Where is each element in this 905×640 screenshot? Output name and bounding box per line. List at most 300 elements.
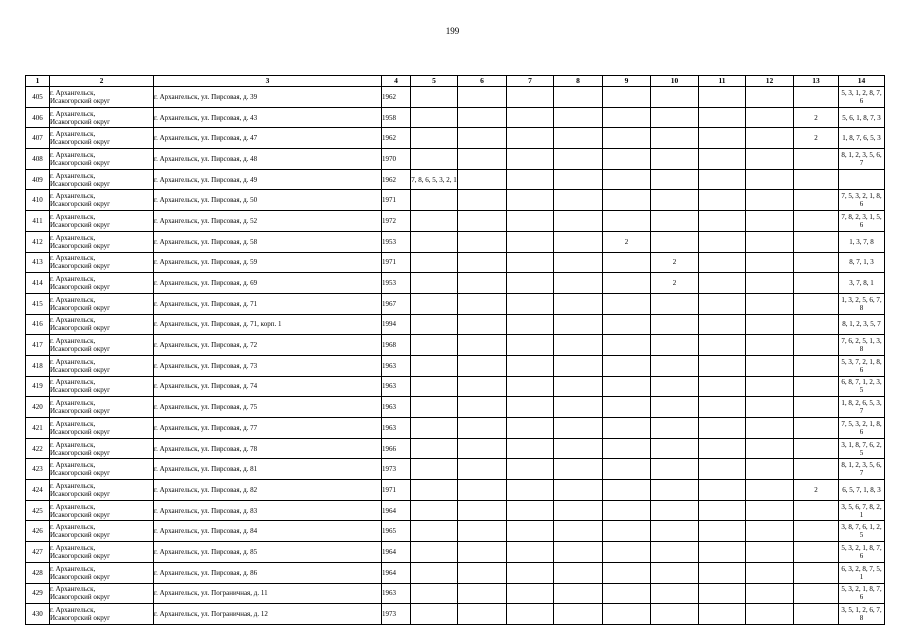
value-cell-c10 xyxy=(651,190,699,211)
order-cell: 7, 5, 3, 2, 1, 8, 6 xyxy=(839,190,885,211)
address-cell: г. Архангельск, ул. Пирсовая, д. 52 xyxy=(154,211,382,232)
value-cell-c5 xyxy=(411,128,458,149)
value-cell-c5 xyxy=(411,149,458,170)
row-number: 429 xyxy=(26,583,50,604)
district-cell xyxy=(50,397,154,418)
district-city: г. Архангельск, xyxy=(50,461,96,470)
district-okrug: Исакогорский округ xyxy=(50,220,111,229)
register-table xyxy=(25,75,885,625)
value-cell-c9 xyxy=(603,128,651,149)
column-header-11: 11 xyxy=(699,76,746,87)
value-cell-c6 xyxy=(458,169,507,190)
table-row xyxy=(26,169,885,190)
value-cell-c6 xyxy=(458,418,507,439)
value-cell-c9 xyxy=(603,190,651,211)
value-cell-c13 xyxy=(794,252,839,273)
district-okrug: Исакогорский округ xyxy=(50,593,111,602)
value-cell-c12 xyxy=(746,231,794,252)
value-cell-c7 xyxy=(507,355,554,376)
district-cell xyxy=(50,252,154,273)
year-cell: 1970 xyxy=(382,149,411,170)
order-cell: 1, 8, 2, 6, 5, 3, 7 xyxy=(839,397,885,418)
column-header-9: 9 xyxy=(603,76,651,87)
table-row xyxy=(26,480,885,501)
value-cell-c8 xyxy=(554,583,603,604)
value-cell-c10 xyxy=(651,211,699,232)
district-city: г. Архангельск, xyxy=(50,130,96,139)
value-cell-c6 xyxy=(458,293,507,314)
district-cell xyxy=(50,335,154,356)
value-cell-c13 xyxy=(794,521,839,542)
order-cell: 3, 1, 8, 7, 6, 2, 5 xyxy=(839,438,885,459)
value-cell-c6 xyxy=(458,521,507,542)
value-cell-c8 xyxy=(554,190,603,211)
column-header-14: 14 xyxy=(839,76,885,87)
value-cell-c9 xyxy=(603,273,651,294)
district-city: г. Архангельск, xyxy=(50,316,96,325)
value-cell-c5 xyxy=(411,583,458,604)
year-cell: 1973 xyxy=(382,459,411,480)
row-number: 411 xyxy=(26,211,50,232)
order-cell: 7, 6, 2, 5, 1, 3, 8 xyxy=(839,335,885,356)
value-cell-c9 xyxy=(603,438,651,459)
value-cell-c7 xyxy=(507,376,554,397)
district-cell xyxy=(50,87,154,108)
district-city: г. Архангельск, xyxy=(50,275,96,284)
district-cell xyxy=(50,190,154,211)
value-cell-c11 xyxy=(699,211,746,232)
value-cell-c8 xyxy=(554,438,603,459)
order-cell: 6, 8, 7, 1, 2, 3, 5 xyxy=(839,376,885,397)
address-cell: г. Архангельск, ул. Пирсовая, д. 71 xyxy=(154,293,382,314)
value-cell-c7 xyxy=(507,211,554,232)
row-number: 407 xyxy=(26,128,50,149)
year-cell: 1953 xyxy=(382,273,411,294)
district-city: г. Архангельск, xyxy=(50,419,96,428)
column-header-12: 12 xyxy=(746,76,794,87)
value-cell-c11 xyxy=(699,438,746,459)
row-number: 428 xyxy=(26,562,50,583)
value-cell-c6 xyxy=(458,500,507,521)
value-cell-c6 xyxy=(458,231,507,252)
row-number: 425 xyxy=(26,500,50,521)
district-city: г. Архангельск, xyxy=(50,481,96,490)
value-cell-c6 xyxy=(458,480,507,501)
value-cell-c8 xyxy=(554,231,603,252)
value-cell-c13 xyxy=(794,397,839,418)
row-number: 423 xyxy=(26,459,50,480)
district-cell xyxy=(50,438,154,459)
value-cell-c12 xyxy=(746,107,794,128)
table-row xyxy=(26,128,885,149)
table-row xyxy=(26,335,885,356)
address-cell: г. Архангельск, ул. Пирсовая, д. 47 xyxy=(154,128,382,149)
value-cell-c8 xyxy=(554,211,603,232)
order-cell: 1, 3, 7, 8 xyxy=(839,231,885,252)
value-cell-c13 xyxy=(794,459,839,480)
address-cell: г. Архангельск, ул. Пирсовая, д. 81 xyxy=(154,459,382,480)
row-number: 408 xyxy=(26,149,50,170)
value-cell-c8 xyxy=(554,314,603,335)
value-cell-c9 xyxy=(603,355,651,376)
value-cell-c5 xyxy=(411,604,458,625)
address-cell: г. Архангельск, ул. Пирсовая, д. 85 xyxy=(154,542,382,563)
value-cell-c10 xyxy=(651,397,699,418)
value-cell-c13: 2 xyxy=(794,107,839,128)
value-cell-c13 xyxy=(794,231,839,252)
district-cell xyxy=(50,418,154,439)
value-cell-c11 xyxy=(699,459,746,480)
value-cell-c11 xyxy=(699,604,746,625)
value-cell-c9 xyxy=(603,500,651,521)
value-cell-c11 xyxy=(699,562,746,583)
value-cell-c7 xyxy=(507,500,554,521)
district-city: г. Архангельск, xyxy=(50,564,96,573)
value-cell-c12 xyxy=(746,521,794,542)
row-number: 417 xyxy=(26,335,50,356)
row-number: 412 xyxy=(26,231,50,252)
column-header-4: 4 xyxy=(382,76,411,87)
value-cell-c11 xyxy=(699,521,746,542)
table-row xyxy=(26,604,885,625)
address-cell: г. Архангельск, ул. Пирсовая, д. 78 xyxy=(154,438,382,459)
value-cell-c11 xyxy=(699,252,746,273)
value-cell-c10 xyxy=(651,231,699,252)
district-city: г. Архангельск, xyxy=(50,337,96,346)
year-cell: 1971 xyxy=(382,252,411,273)
column-header-3: 3 xyxy=(154,76,382,87)
district-okrug: Исакогорский округ xyxy=(50,386,111,395)
value-cell-c5 xyxy=(411,397,458,418)
value-cell-c11 xyxy=(699,293,746,314)
address-cell: г. Архангельск, ул. Пирсовая, д. 73 xyxy=(154,355,382,376)
year-cell: 1964 xyxy=(382,562,411,583)
value-cell-c7 xyxy=(507,418,554,439)
value-cell-c7 xyxy=(507,397,554,418)
value-cell-c5 xyxy=(411,314,458,335)
value-cell-c5 xyxy=(411,252,458,273)
value-cell-c9 xyxy=(603,314,651,335)
district-city: г. Архангельск, xyxy=(50,295,96,304)
value-cell-c7 xyxy=(507,231,554,252)
address-cell: г. Архангельск, ул. Пирсовая, д. 82 xyxy=(154,480,382,501)
value-cell-c8 xyxy=(554,169,603,190)
column-header-8: 8 xyxy=(554,76,603,87)
value-cell-c9 xyxy=(603,480,651,501)
value-cell-c6 xyxy=(458,542,507,563)
table-row xyxy=(26,190,885,211)
value-cell-c9 xyxy=(603,562,651,583)
district-city: г. Архангельск, xyxy=(50,378,96,387)
value-cell-c8 xyxy=(554,459,603,480)
address-cell: г. Архангельск, ул. Пирсовая, д. 77 xyxy=(154,418,382,439)
district-city: г. Архангельск, xyxy=(50,171,96,180)
value-cell-c10 xyxy=(651,583,699,604)
value-cell-c5 xyxy=(411,335,458,356)
address-cell: г. Архангельск, ул. Пирсовая, д. 48 xyxy=(154,149,382,170)
value-cell-c12 xyxy=(746,376,794,397)
value-cell-c7 xyxy=(507,190,554,211)
address-cell: г. Архангельск, ул. Пирсовая, д. 39 xyxy=(154,87,382,108)
value-cell-c11 xyxy=(699,273,746,294)
year-cell: 1966 xyxy=(382,438,411,459)
address-cell: г. Архангельск, ул. Пограничная, д. 11 xyxy=(154,583,382,604)
district-okrug: Исакогорский округ xyxy=(50,283,111,292)
order-cell: 1, 8, 7, 6, 5, 3 xyxy=(839,128,885,149)
district-city: г. Архангельск, xyxy=(50,543,96,552)
value-cell-c11 xyxy=(699,376,746,397)
district-cell xyxy=(50,314,154,335)
value-cell-c5 xyxy=(411,293,458,314)
table-row xyxy=(26,211,885,232)
value-cell-c6 xyxy=(458,149,507,170)
value-cell-c12 xyxy=(746,190,794,211)
value-cell-c11 xyxy=(699,149,746,170)
value-cell-c7 xyxy=(507,87,554,108)
district-okrug: Исакогорский округ xyxy=(50,510,111,519)
year-cell: 1967 xyxy=(382,293,411,314)
district-city: г. Архангельск, xyxy=(50,502,96,511)
value-cell-c11 xyxy=(699,314,746,335)
order-cell: 6, 5, 7, 1, 8, 3 xyxy=(839,480,885,501)
value-cell-c11 xyxy=(699,583,746,604)
value-cell-c12 xyxy=(746,149,794,170)
table-row xyxy=(26,562,885,583)
value-cell-c11 xyxy=(699,480,746,501)
value-cell-c12 xyxy=(746,438,794,459)
value-cell-c6 xyxy=(458,355,507,376)
district-city: г. Архангельск, xyxy=(50,254,96,263)
order-cell: 5, 3, 2, 1, 8, 7, 6 xyxy=(839,542,885,563)
district-okrug: Исакогорский округ xyxy=(50,365,111,374)
address-cell: г. Архангельск, ул. Пирсовая, д. 69 xyxy=(154,273,382,294)
order-cell: 8, 1, 2, 3, 5, 7 xyxy=(839,314,885,335)
district-cell xyxy=(50,107,154,128)
district-cell xyxy=(50,376,154,397)
value-cell-c12 xyxy=(746,604,794,625)
district-okrug: Исакогорский округ xyxy=(50,96,111,105)
row-number: 405 xyxy=(26,87,50,108)
district-okrug: Исакогорский округ xyxy=(50,448,111,457)
year-cell: 1971 xyxy=(382,190,411,211)
table-row xyxy=(26,252,885,273)
value-cell-c11 xyxy=(699,397,746,418)
district-cell xyxy=(50,169,154,190)
value-cell-c5 xyxy=(411,480,458,501)
district-city: г. Архангельск, xyxy=(50,192,96,201)
value-cell-c11 xyxy=(699,169,746,190)
value-cell-c13 xyxy=(794,583,839,604)
value-cell-c12 xyxy=(746,583,794,604)
value-cell-c10 xyxy=(651,355,699,376)
district-okrug: Исакогорский округ xyxy=(50,241,111,250)
value-cell-c13 xyxy=(794,335,839,356)
value-cell-c5 xyxy=(411,438,458,459)
value-cell-c10: 2 xyxy=(651,273,699,294)
value-cell-c6 xyxy=(458,107,507,128)
year-cell: 1958 xyxy=(382,107,411,128)
district-okrug: Исакогорский округ xyxy=(50,407,111,416)
table-row xyxy=(26,293,885,314)
value-cell-c5 xyxy=(411,107,458,128)
district-okrug: Исакогорский округ xyxy=(50,469,111,478)
value-cell-c10 xyxy=(651,376,699,397)
value-cell-c10 xyxy=(651,87,699,108)
value-cell-c9 xyxy=(603,521,651,542)
row-number: 420 xyxy=(26,397,50,418)
address-cell: г. Архангельск, ул. Пирсовая, д. 74 xyxy=(154,376,382,397)
value-cell-c7 xyxy=(507,149,554,170)
value-cell-c11 xyxy=(699,542,746,563)
row-number: 416 xyxy=(26,314,50,335)
value-cell-c5 xyxy=(411,190,458,211)
order-cell: 7, 5, 3, 2, 1, 8, 6 xyxy=(839,418,885,439)
value-cell-c11 xyxy=(699,231,746,252)
value-cell-c10 xyxy=(651,438,699,459)
table-row xyxy=(26,273,885,294)
value-cell-c13 xyxy=(794,293,839,314)
district-city: г. Архангельск, xyxy=(50,357,96,366)
value-cell-c5 xyxy=(411,459,458,480)
value-cell-c8 xyxy=(554,87,603,108)
value-cell-c10 xyxy=(651,293,699,314)
value-cell-c5 xyxy=(411,355,458,376)
row-number: 418 xyxy=(26,355,50,376)
address-cell: г. Архангельск, ул. Пирсовая, д. 58 xyxy=(154,231,382,252)
value-cell-c9 xyxy=(603,418,651,439)
value-cell-c8 xyxy=(554,273,603,294)
table-row xyxy=(26,438,885,459)
address-cell: г. Архангельск, ул. Пирсовая, д. 83 xyxy=(154,500,382,521)
value-cell-c13 xyxy=(794,190,839,211)
address-cell: г. Архангельск, ул. Пирсовая, д. 50 xyxy=(154,190,382,211)
column-header-10: 10 xyxy=(651,76,699,87)
table-row xyxy=(26,397,885,418)
value-cell-c10 xyxy=(651,169,699,190)
row-number: 421 xyxy=(26,418,50,439)
year-cell: 1972 xyxy=(382,211,411,232)
order-cell: 3, 5, 6, 7, 8, 2, 1 xyxy=(839,500,885,521)
value-cell-c12 xyxy=(746,562,794,583)
value-cell-c10 xyxy=(651,521,699,542)
value-cell-c5 xyxy=(411,418,458,439)
district-cell xyxy=(50,459,154,480)
order-cell xyxy=(839,169,885,190)
row-number: 424 xyxy=(26,480,50,501)
value-cell-c9 xyxy=(603,149,651,170)
district-okrug: Исакогорский округ xyxy=(50,324,111,333)
value-cell-c8 xyxy=(554,500,603,521)
value-cell-c7 xyxy=(507,583,554,604)
value-cell-c8 xyxy=(554,355,603,376)
value-cell-c9 xyxy=(603,252,651,273)
value-cell-c12 xyxy=(746,480,794,501)
district-okrug: Исакогорский округ xyxy=(50,531,111,540)
table-row xyxy=(26,314,885,335)
column-header-7: 7 xyxy=(507,76,554,87)
district-cell xyxy=(50,293,154,314)
value-cell-c9 xyxy=(603,376,651,397)
value-cell-c13 xyxy=(794,355,839,376)
address-cell: г. Архангельск, ул. Пирсовая, д. 43 xyxy=(154,107,382,128)
value-cell-c10 xyxy=(651,149,699,170)
district-okrug: Исакогорский округ xyxy=(50,303,111,312)
table-row xyxy=(26,583,885,604)
order-cell: 3, 7, 8, 1 xyxy=(839,273,885,294)
district-city: г. Архангельск, xyxy=(50,212,96,221)
address-cell: г. Архангельск, ул. Пирсовая, д. 75 xyxy=(154,397,382,418)
value-cell-c6 xyxy=(458,314,507,335)
year-cell: 1971 xyxy=(382,480,411,501)
district-okrug: Исакогорский округ xyxy=(50,117,111,126)
value-cell-c12 xyxy=(746,293,794,314)
value-cell-c11 xyxy=(699,87,746,108)
table-row xyxy=(26,87,885,108)
value-cell-c10 xyxy=(651,418,699,439)
value-cell-c8 xyxy=(554,293,603,314)
value-cell-c6 xyxy=(458,583,507,604)
value-cell-c13 xyxy=(794,87,839,108)
value-cell-c11 xyxy=(699,190,746,211)
value-cell-c5: 7, 8, 6, 5, 3, 2, 1 xyxy=(411,169,458,190)
district-okrug: Исакогорский округ xyxy=(50,138,111,147)
district-cell xyxy=(50,583,154,604)
value-cell-c8 xyxy=(554,480,603,501)
value-cell-c9 xyxy=(603,397,651,418)
value-cell-c13 xyxy=(794,149,839,170)
value-cell-c6 xyxy=(458,190,507,211)
header-row xyxy=(26,76,885,87)
row-number: 414 xyxy=(26,273,50,294)
table-row xyxy=(26,355,885,376)
value-cell-c6 xyxy=(458,604,507,625)
order-cell: 5, 3, 7, 2, 1, 8, 6 xyxy=(839,355,885,376)
value-cell-c13: 2 xyxy=(794,128,839,149)
value-cell-c8 xyxy=(554,128,603,149)
value-cell-c9 xyxy=(603,542,651,563)
year-cell: 1973 xyxy=(382,604,411,625)
value-cell-c12 xyxy=(746,500,794,521)
value-cell-c11 xyxy=(699,107,746,128)
district-cell xyxy=(50,480,154,501)
value-cell-c12 xyxy=(746,211,794,232)
value-cell-c7 xyxy=(507,314,554,335)
district-okrug: Исакогорский округ xyxy=(50,345,111,354)
column-header-6: 6 xyxy=(458,76,507,87)
year-cell: 1963 xyxy=(382,397,411,418)
column-header-13: 13 xyxy=(794,76,839,87)
year-cell: 1964 xyxy=(382,542,411,563)
value-cell-c7 xyxy=(507,107,554,128)
year-cell: 1968 xyxy=(382,335,411,356)
value-cell-c7 xyxy=(507,273,554,294)
value-cell-c11 xyxy=(699,500,746,521)
district-cell xyxy=(50,231,154,252)
order-cell: 5, 3, 2, 1, 8, 7, 6 xyxy=(839,583,885,604)
year-cell: 1963 xyxy=(382,355,411,376)
value-cell-c13: 2 xyxy=(794,480,839,501)
order-cell: 8, 7, 1, 3 xyxy=(839,252,885,273)
table-row xyxy=(26,107,885,128)
value-cell-c8 xyxy=(554,149,603,170)
order-cell: 5, 6, 1, 8, 7, 3 xyxy=(839,107,885,128)
value-cell-c5 xyxy=(411,500,458,521)
row-number: 422 xyxy=(26,438,50,459)
value-cell-c7 xyxy=(507,562,554,583)
district-okrug: Исакогорский округ xyxy=(50,200,111,209)
value-cell-c13 xyxy=(794,418,839,439)
year-cell: 1953 xyxy=(382,231,411,252)
